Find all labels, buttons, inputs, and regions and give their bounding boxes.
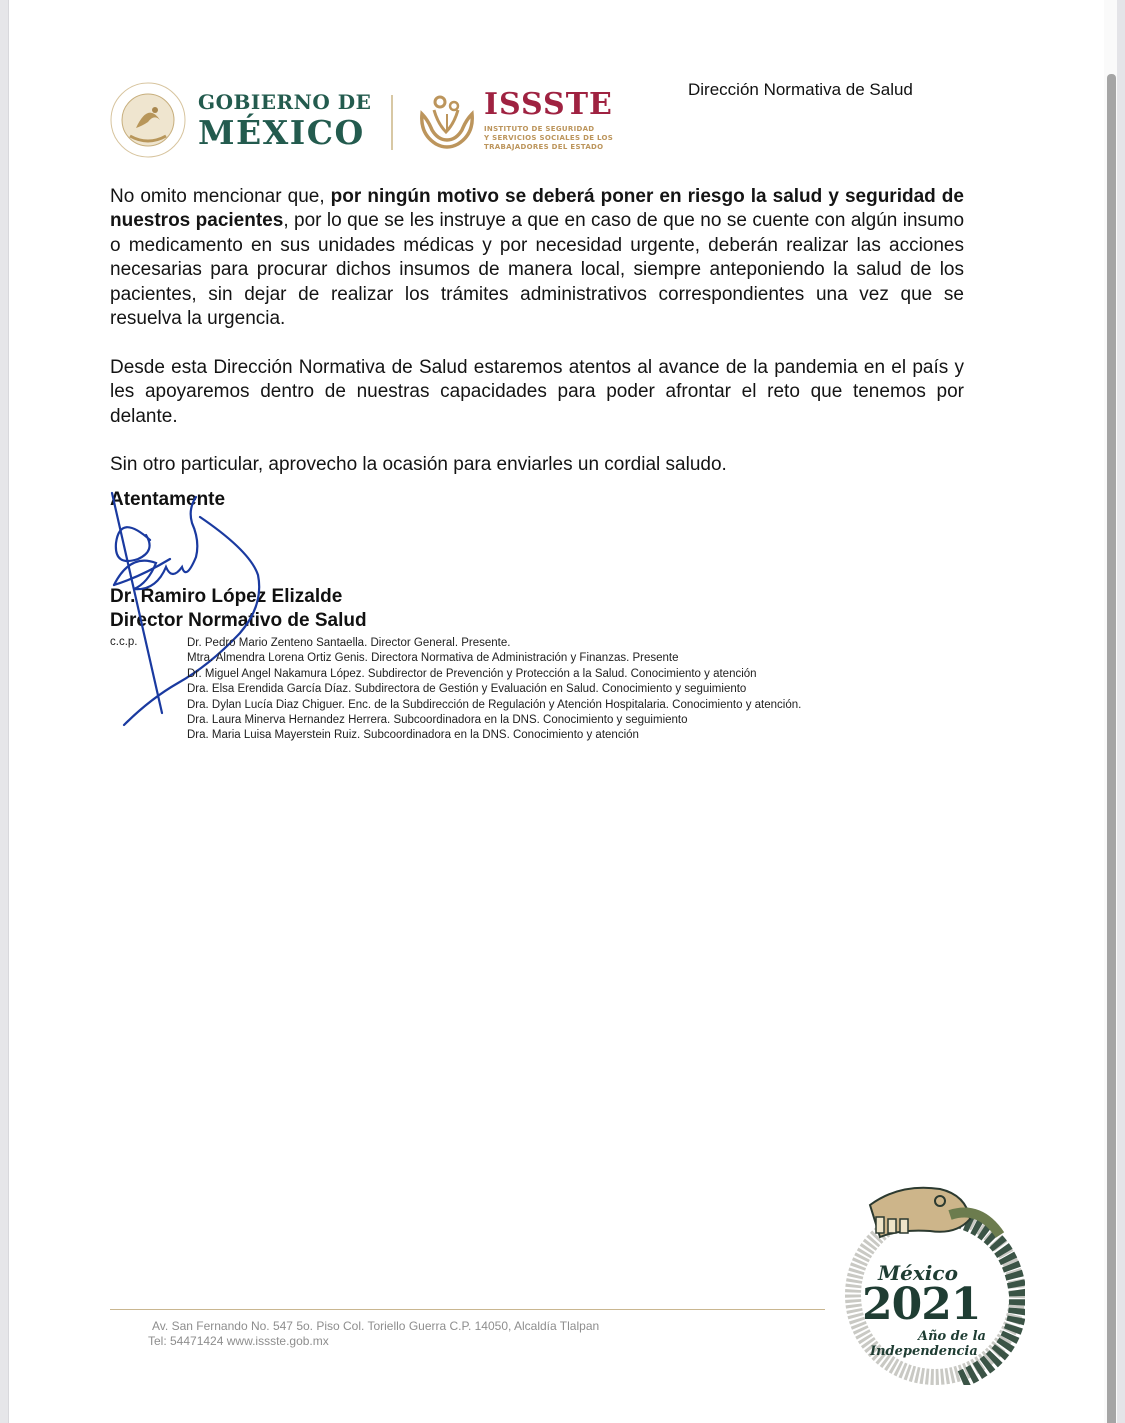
footer-address: Av. San Fernando No. 547 5o. Piso Col. Toriello Guerra C.P. 14050, Alcaldía Tlalpan: [152, 1319, 600, 1333]
ccp-recipient: Dr. Miguel Angel Nakamura López. Subdirector de Prevención y Protección a la Salud. Conocimiento y atención: [187, 667, 757, 680]
emblem-ano-de-la: Año de la: [918, 1329, 986, 1344]
paragraph-emphasis: por ningún motivo se deberá poner en riesgo la salud y seguridad de nuestros pacientes: [110, 186, 964, 232]
signer-name: Dr. Ramiro López Elizalde: [110, 586, 343, 607]
ccp-recipient: Dra. Maria Luisa Mayerstein Ruiz. Subcoordinadora en la DNS. Conocimiento y atención: [187, 729, 639, 742]
mexico-2021-emblem: [840, 1175, 1025, 1385]
letterhead: [108, 80, 628, 160]
paragraph-instructions: [110, 185, 964, 331]
issste-wordmark: ISSSTE: [484, 87, 613, 122]
mexico-seal-icon: [108, 80, 188, 160]
issste-subtitle-line: Y SERVICIOS SOCIALES DE LOS: [484, 134, 614, 142]
paragraph-greeting: Sin otro particular, aprovecho la ocasión para enviarles un cordial saludo.: [110, 454, 727, 475]
ccp-recipient: Dra. Laura Minerva Hernandez Herrera. Subcoordinadora en la DNS. Conocimiento y seguimiento: [187, 714, 688, 727]
ccp-recipient: Dra. Elsa Erendida García Díaz. Subdirectora de Gestión y Evaluación en Salud. Conocimiento y seguimiento: [187, 683, 747, 696]
ccp-recipient: Mtra. Almendra Lorena Ortiz Genis. Directora Normativa de Administración y Finanzas. Presente: [187, 652, 679, 665]
signer-title: Director Normativo de Salud: [110, 610, 367, 631]
footer-divider: [110, 1309, 825, 1310]
department-heading: Dirección Normativa de Salud: [688, 80, 913, 99]
paragraph-rest: , por lo que se les instruye a que en caso de que no se cuente con algún insumo o medicamento en sus unidades médicas y por necesidad urgente, deberán realizar las acciones necesarias para procurar dichos insumos de manera local, siempre anteponiendo la salud de los pacientes, sin dejar de realizar los trámites administrativos correspondientes una vez que se resuelva la urgencia.: [110, 210, 965, 330]
footer-contact: Tel: 54471424 www.issste.gob.mx: [148, 1334, 329, 1348]
issste-subtitle: [484, 125, 613, 152]
emblem-independencia: Independencia: [870, 1344, 978, 1359]
paragraph-intro: No omito mencionar que,: [110, 186, 331, 207]
paragraph-pandemic-support: Desde esta Dirección Normativa de Salud estaremos atentos al avance de la pandemia en el país y les apoyaremos dentro de nuestras capacidades para poder afrontar el reto que tenemos por delante.: [110, 357, 964, 427]
issste-subtitle-line: INSTITUTO DE SEGURIDAD: [484, 125, 595, 133]
gobierno-de-mexico-wordmark: [198, 90, 372, 152]
emblem-year: 2021: [862, 1279, 981, 1330]
page-right-edge: [1117, 0, 1125, 1423]
ccp-label: c.c.p.: [110, 636, 138, 648]
emblem-mexico: México: [878, 1261, 958, 1285]
ccp-recipient: Dr. Pedro Mario Zenteno Santaella. Director General. Presente.: [187, 637, 511, 649]
issste-hands-logo-icon: [416, 90, 478, 152]
gobierno-line1: GOBIERNO DE: [198, 90, 372, 114]
gobierno-line2: MÉXICO: [198, 113, 365, 152]
closing-salutation: Atentamente: [110, 489, 226, 510]
ccp-recipient: Dra. Dylan Lucía Diaz Chiguer. Enc. de la Subdirección de Regulación y Atención Hospitalaria. Conocimiento y atención.: [187, 698, 802, 711]
scrollbar-thumb[interactable]: [1107, 74, 1116, 1423]
page-left-edge: [0, 0, 9, 1423]
issste-subtitle-line: TRABAJADORES DEL ESTADO: [484, 143, 604, 151]
header-divider: [391, 95, 393, 150]
ccp-recipient-list: [187, 636, 801, 744]
